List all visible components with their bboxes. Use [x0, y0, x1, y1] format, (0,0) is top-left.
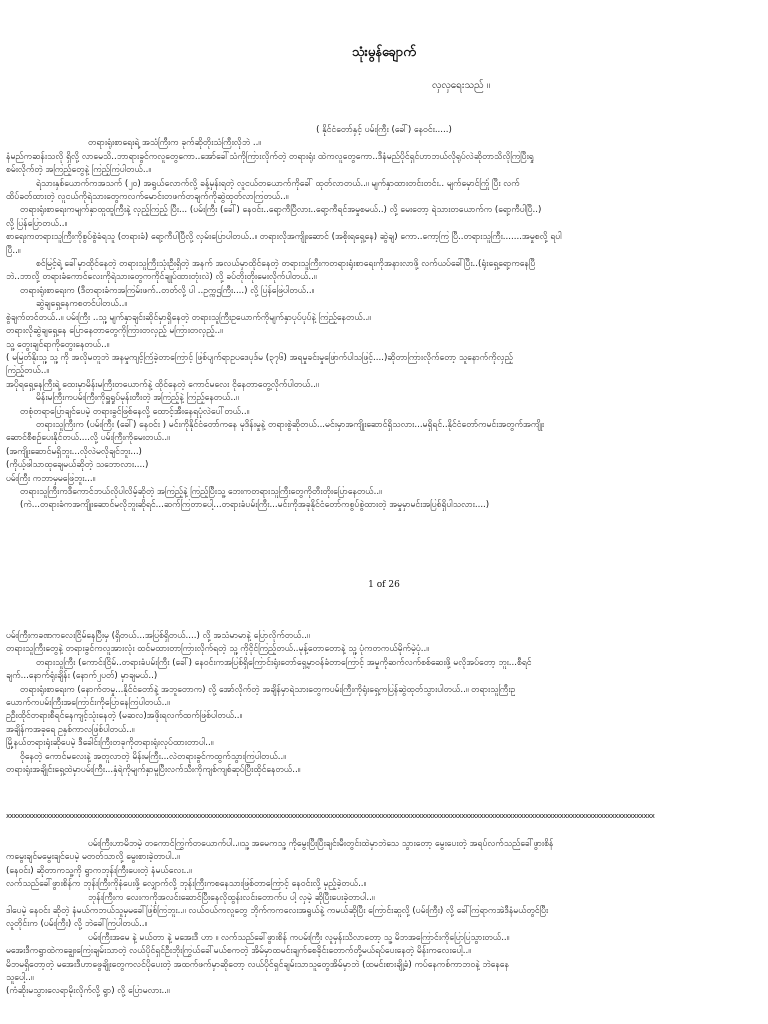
document-title: သုံးမွန်ချောက် — [351, 45, 416, 60]
text-line: အချိန်ကအခုရေ ဥနှစ်ကာလဖြစ်ပါတယ်..။ — [6, 724, 135, 735]
text-line: (အကျိုးဆောင်မရှိဘူး...လိုလဲမလိုချင်ဘူး...) — [6, 446, 142, 457]
text-line: တရားရုံးစာရေးက (ဒီတရားခံကအကြမ်းဖက်..တတ်လို့ ပါ ..ဥက္ကဌကြီး....) လို့ ပြန်ဖြေပါတယ်..။ — [20, 285, 315, 296]
text-line: မြို့နယ်တရားရုံးဆိုပေမဲ့ ဒီခေါင်းကြီးတခုကိုတရားရုံးလုပ်ထားတာပါ..။ — [6, 738, 214, 749]
text-line: မိန်းမကြီးကပမ်းကြီးကိုရှူရှုပ်မုန်းတီးတဲ့ အကြည့်နဲ့ ကြည့်နေတယ်..။ — [36, 393, 239, 404]
text-line: သူပေါ့..။ — [6, 973, 34, 984]
text-line: စင်မြင့်ရဲ့ ခေါ်မှာထိုင်နေတဲ့ တရားသူကြီးသုံးဦးရှိတဲ့ အနက် အလယ်မှာထိုင်နေတဲ့ တရားသူကြီးကတရားရုံးစာရေးကိုအနားလာဖို့ လက်ယပ်ခေါ်ပြီး..(ရုံးရှေ့ရော့ကနေပြီ — [36, 259, 536, 270]
text-line: ဆောင်စီစဉ်ပေးနိုင်တယ်....လို့ ပမ်းကြီးကိုမေးတယ်..။ — [6, 433, 170, 444]
text-line: (ကဲ...တရားခံကအကျိုးဆောင်မလိုဘူးဆိုရင်...ဆက်ကြတာပေါ့...တရားခံပမ်းကြီး...မင်းကိုအခုနိုင်ငံတော်ကစွပ်စွဲထားတဲ့ အမှုမှာမင်းအပြစ်ရှိပါသလား....) — [20, 500, 490, 511]
text-line: ပမ်းကြီးအမေ နဲ့ မယ်တာ နဲ့ မအေးဒီ ဟာ ။ လက်သည်ခေါ်ဖွားစိန် ကပမ်းကြီး လူမှန်းသိလာတော့ သူ့ မိဘအကြောင်းကိုပြောပြသွားတယ်..။ — [88, 932, 510, 943]
text-line: ဘုန်းကြီးက လေးကကိုအလင်းဆောင်ပြီးနေလိုထွန်းလင်းတောက်ပ ပါ့ လှမဲ့ ဆိုပြီးပေးခဲ့တာပါ..။ — [88, 892, 375, 903]
text-line: လက်သည်ခေါ်ဖွားစိန်က ဘုန်းကြီးကိုနံပေးဖို့ လျှောက်လို့ ဘုန်းကြီးကစနေသားဖြစ်တာကြောင့် နေဝင်းလို့ မှည့်ခဲ့တယ်..။ — [6, 879, 367, 890]
text-line: စွဲချက်တင်တယ်..။ ပမ်းကြီး ..သူ့ မျက်နှာချင်းဆိုင်မှာရှိနေတဲ့ တရားသူကြီးဥယောက်ကိုမျက်နှာပုပ်ပုပ်နဲ့ ကြည့်နေတယ်..။ — [6, 312, 371, 323]
text-line: ပြီ..။ — [6, 245, 21, 256]
text-line: ပမ်းကြီး ကဘာမှမဖြေဘူး...။ — [6, 473, 96, 484]
text-line: ရဲသားနှစ်ယောက်ကအသက် (၂၀) အရွယ်လောက်လို့ ခန့်မှန်းရတဲ့ လူငယ်တယောက်ကိုခေါ် ထုတ်လာတယ်..။ မျက်နှာထားတင်းတင်း.. မျက်မှောင်ကြုံ ပြီး လက် — [36, 178, 520, 189]
text-line: စမ်းလိုက်တဲ့ အကြည့်တွေနဲ့ ကြည့်ကြပါတယ်..။ — [6, 165, 151, 176]
text-line: တစုံတရာပြောချင်ပေမဲ့ တရားခွင်ဖြစ်နေလို့ ထောင့်အီးနေရပုံလဲပေါ်တယ်..။ — [20, 406, 250, 417]
text-line: လို့ ပြန်ပြောတယ်..။ — [6, 218, 68, 229]
text-line: မိဘမရှိတော့တဲ့ မအေးဒီဟာဖွေချိုးတွေကလင်ပိုပေးတဲ့ အထက်ဖက်မှာဆိုတော့ လယ်ပိုင်ရှင်ချမ်းသာသူတွေအိမ်မှာဘဲ (ထမင်းစားချို့ခံ) ကပ်နေကစ်ကာဘဝနဲ့ ဘဲနေနေ — [6, 959, 509, 970]
text-line: တရားသူကြီးကဒီကောင်ဘယ်လိုပါလိမ့်ဆိုတဲ့ အကြည့်နဲ့ ကြည့်ပြီးသူ့ ဘေးကတရားသူကြီးတွေကိုတီးတိုးပြောနေတယ်..။ — [20, 486, 382, 497]
text-line: မအေးဒီကရွာထဲကချွေးကြေးချမ်းသာတဲ့ လယ်ပိုင်ရှင်ဦးဘိုးကြွယ်ခေါ်မယ်စကတဲ့ အိမ်မှာထမင်းချက်စေခိုင်းတောက်တို့မယ်ရပ်ပေးနေတဲ့ မိန်းကလေးပေါ့..။ — [6, 946, 471, 957]
text-line: တရားသူကြီးတွေနဲ့ တရားခွင်ကလူအားလုံး ထင်မထားတာကြားလိုက်ရတဲ့ သူ့ ကိုငိုင်ကြည့်တယ်..မုန့်တောတောနဲ့ သူ့ ပုံကတကယ်မိုက်မဲ့ပုံ..။ — [6, 644, 429, 655]
text-line: ထိပ်ခတ်ထားတဲ့ လူငယ်ကိုရဲသားတွေကလက်မောင်းတဖက်တချက်ကိုဆွဲထုတ်လာကြတယ်..။ — [6, 192, 289, 203]
text-line: တရားရုံးအချိုင်းရှေ့ထဲမှာပမ်းကြီး...နှံရဲကိုမျက်နှာမူပြီးလက်သီးကိုကျစ်ကျစ်ဆုပ်ပြီးထိုင်နေတယ်..။ — [6, 765, 301, 776]
text-line: ( နိုင်ငံတော်နှင့် ပမ်းကြီး (ခေါ်) နေဝင်း.....) — [316, 125, 452, 135]
text-line: ဘဲ..ဘာလို့ တရားခံကောင်လေးကိုရဲသားတွေကကိုင်ချုပ်ထားတုံးလဲ) လို့ ခပ်တိုးတိုးမေးလိုက်ပါတယ်..။ — [6, 272, 317, 283]
text-line: တရားလိုဆွဲချရှေ့နေ ပြောနေတာတွေကိုကြားတလှည့် မကြားတလှည့်..။ — [6, 326, 223, 337]
text-line: တရားသူကြီး (ကောင်းငြိမ်..တရားခံပမ်းကြီး (ခေါ်) နေဝင်းကအပြစ်ရှိကြောင်းရုံးတော်ရှေ့မှာဝန်ခံတာကြောင့် အမှုကိုဆက်လက်စစ်ဆေးဖို့ မလိုအပ်တော့ ဘူး...စီရင် — [36, 657, 532, 668]
text-block-1 — [6, 124, 762, 513]
text-line: ဒါပေမဲ့ နေဝင်း ဆိုတဲ့ နံမယ်ကဘယ်သူမှမခေါ်ဖြစ်ကြဘူး..။ လယ်ဝယ်ကလူတွေ ဘိုက်ကကလေးအရွယ်နဲ့ ကမယ်ဆိုပြီး ကြောင်းဆူလို့ (ပမ်းကြီး) လို့ ခေါ်ကြရာကအဲဒီနံမယ်တွင်ပြီး — [6, 906, 549, 917]
text-block-2 — [6, 630, 762, 777]
text-line: နံမည်ကဆန်းသလို ရှိလို့ လာမေသိ..ဘာရားခွင်ကလူတွေကော..အော်ခေါ်သံကိုကြားလိုက်တဲ့ တရားရုံး ထဲကလူတွေကော..ဒီနံမည်ပိုင်ရှင်ဟာဘယ်လိုရုပ်လဲဆိုတာသိလိုကြပြီးရှု — [6, 151, 534, 162]
text-line: ဥဦးထိုင်တရားစီရင်နေကျင့်သုံးနေတဲ့ (မဆလ)အဖိုးရလက်ထက်ဖြစ်ပါတယ်..။ — [6, 711, 243, 722]
text-line: ယောက်ကပမ်းကြီးအကြောင်းကိုပြောနေကြပါတယ်..။ — [6, 698, 170, 709]
text-line: ပမ်းကြီးဟာမိဘမဲ့ တကောင်ကြွက်တယောက်ပါ..။သူ့ အမေကသူ့ ကိုမွေးပြီးပြီးချင်းမီးတွင်းထဲမှာဘဲသေ သွားတော့ မွေးပေးတဲ့ အရပ်လက်သည်ခေါ်ဖွားစိန် — [88, 839, 554, 849]
text-line: (ကိုယ့်ဖါသာထုချေမယ်ဆိုတဲ့ သဘောလား....) — [6, 460, 149, 471]
text-line: ဆွဲချရှေ့နေကစတင်ပါတယ်..။ — [36, 299, 127, 310]
text-line: လူတိုင်းက (ပမ်းကြီး) လို့ ဘဲခေါ်ကြပါတယ်..။ — [6, 919, 148, 930]
text-line: တရားသူကြီးက (ပမ်းကြီး (ခေါ်) နေဝင်း ) မင်းကိုနိုင်ငံတော်ကနေ မုဒိန်းမှုနဲ့ တရားစွဲဆိုတယ်...မင်းမှာအကျိုးဆောင်ရှိသလား...မရှိရင်..နိုင်ငံတော်ကမင်းအတွက်အကျိုး — [36, 419, 545, 430]
text-line: ကမွေးချင်မမွေးချင်ပေမဲ့ မတတ်သာလို့ မွေးစားခဲ့တာပါ..။ — [6, 852, 180, 863]
text-line: တရားရုံးစာရေးက (နောက်တမှု...နိုင်ငံတော်နဲ့ အဘူတောက) လို့ အော်လိုက်တဲ့ အချိန်မှာရဲသားတွေကပမ်းကြီးကိုရုံးရှေ့ကပြန်ဆွဲထုတ်သွားပါတယ်..။ တရားသူကြီးဥ — [20, 684, 516, 695]
text-line: ( မမြတ်နိုးသူ့ သူ့ ကို အလိုမတူဘဲ အနမှုကျင့်ကြံခဲ့တာကြောင့် ဖြစ်ပျက်ရာဥပဒေပုဒ်မ (၃၇၆) အရမှုခင်းမှုဖြောက်ပါသဖြင့်....)ဆိုတာကြားလိုက်တော့ သူနောက်ကိုလှည့် — [6, 352, 513, 363]
text-line: ကြည့်တယ်..။ — [6, 366, 49, 377]
author-line: လှလှရေးသည် ။ — [432, 80, 491, 91]
text-line: တရားရုံးစာရေးကမျက်နှာထူထူကြီးနဲ့ လှည့်ကြည့် ပြီး... (ပမ်းကြီး (ခေါ်) နေဝင်း..ရော့ကီပြီလား..ရော့ကီရင်အမှုစမယ်..) လို့ မေးတော့ ရဲသားတယောက်က (ရော့ကီပါပြီ..) — [20, 205, 542, 216]
text-line: စာရေးကတရားသူကြီးကိုစွပ်စွဲခံရသူ (တရားခံ) ရော့ကီပါပြီလို့ လှမ်းပြောပါတယ်..။ တရားလိုအကျိုးဆောင် (အစိုးရရှေ့နေ) ဆွဲချ) ကော..ကော့ကြ ပြီ..တရားသူကြီး.......အမှုစလို့ ရပါ — [6, 232, 562, 243]
text-line: သူ့ တွေးချင်ရာကိုတွေးနေတယ်..။ — [6, 339, 110, 350]
text-line: တရားရုံးစာရေးရဲ့ အသံကြီးက ခုက်ဆိုတိုးသံကြီးလိုဘဲ ..။ — [88, 138, 261, 149]
page-number: 1 of 26 — [368, 580, 400, 590]
text-line: အပိုရရှေ့နေကြီးရဲ့ ထေးမှာမိန်းမကြီးတယောက်နဲ့ ထိုင်နေတဲ့ ကောင်မလေး ငိုနေတာတွေ့လိုက်ပါတယ်..။ — [6, 379, 319, 390]
text-line: (နေဝင်း) ဆိုတာကသူ့ကို ရွာကဘုန်းကြီးပေးတဲ့ နံမယ်လေး..။ — [6, 865, 192, 876]
text-line: ချက်...နောက်ရုံးချိန်း (နောက်၂ပတ်) မှာချမယ်..) — [6, 671, 158, 682]
text-line: ဝိုနေတဲ့ ကောင်မလေးနဲ့ အတူလာတဲ့ မိန်းမကြီး...လဲတရားခွင်ကထွက်သွားကြပါတယ်..။ — [20, 751, 286, 762]
separator-line: xxxxxxxxxxxxxxxxxxxxxxxxxxxxxxxxxxxxxxxxxxxxxxxxxxxxxxxxxxxxxxxxxxxxxxxxxxxxxxxxxxxxxxxxxxxxxxxxxxxxxxxxxxxxxxxxxxxxxxxxxxxxxxxxxxxxxxxxxxxxxxxxxxxxxxxxxxxxxxxxxxxxxxxxxxxxxxxxxx — [6, 812, 655, 820]
text-line: (ကံဆိုးမသွားလေရာမိုးလိုက်လို့ ရွာ) လို့ ပြောမလား..။ — [6, 986, 170, 997]
text-line: ပမ်းကြီးကခဏကလေးငြိမ်နေပြီးမှ (ရှိတယ်...အပြစ်ရှိတယ်....) လို့ အသံမာမာနဲ့ ပြောလိုက်တယ်..။ — [6, 631, 310, 641]
text-block-3 — [6, 838, 762, 999]
